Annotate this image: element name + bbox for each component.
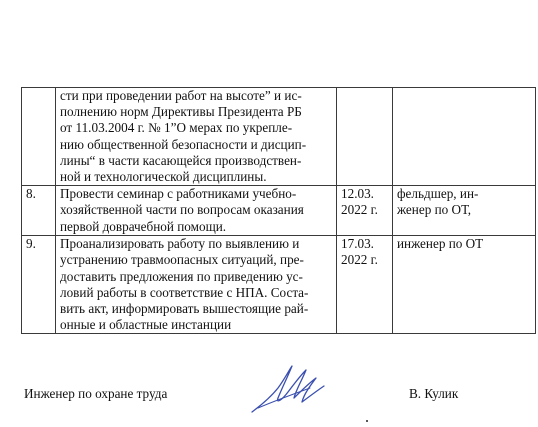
date-line: 2022 г. [341,202,378,218]
handwritten-signature [248,362,328,414]
date-cell [337,88,393,186]
task-line: от 11.03.2004 г. № 1”О мерах по укрепле- [60,120,293,136]
table-row [22,236,536,334]
task-line: онные и областные инстанции [60,317,232,333]
task-line: ной и технологической дисциплины. [60,169,267,185]
task-line: первой доврачебной помощи. [60,218,227,234]
date-cell [337,236,393,334]
ink-speck [366,420,368,422]
responsible-line: инженер по ОТ [397,236,484,252]
task-line: ловий работы в соответствие с НПА. Состa- [60,284,309,300]
task-cell [56,186,337,236]
table-row [22,88,536,186]
row-number: 9. [22,236,56,334]
task-line: сти при проведении работ на высоте” и ис- [60,88,302,103]
date-line: 17.03. [341,236,374,252]
task-line: устранению травмоопасных ситуаций, пре- [60,252,304,268]
task-line: Проанализировать работу по выявлению и [60,236,300,252]
responsible-cell [393,88,536,186]
table-row [22,186,536,236]
responsible-line: фельдшер, ин- [397,186,479,202]
signatory-name: В. Кулик [409,386,459,401]
task-line: вить акт, информировать вышестоящие рай- [60,301,309,317]
task-line: хозяйственной части по вопросам оказания [60,202,304,218]
row-number: 8. [22,186,56,236]
task-line: нию общественной безопасности и дисцип- [60,136,307,152]
task-cell [56,88,337,186]
responsible-line: женер по ОТ, [397,202,472,218]
date-cell [337,186,393,236]
task-line: Провести семинар с работниками учебно- [60,186,297,202]
date-line: 12.03. [341,186,374,202]
row-number [22,88,56,186]
responsible-cell [393,186,536,236]
date-line: 2022 г. [341,252,378,268]
signatory-position: Инженер по охране труда [24,386,168,401]
responsible-cell [393,236,536,334]
task-cell [56,236,337,334]
task-line: полнению норм Директивы Президента РБ [60,104,302,120]
task-line: доставить предложения по приведению ус- [60,268,303,284]
task-line: лины“ в части касающейся производствен- [60,152,302,168]
activity-plan-table [21,87,536,334]
